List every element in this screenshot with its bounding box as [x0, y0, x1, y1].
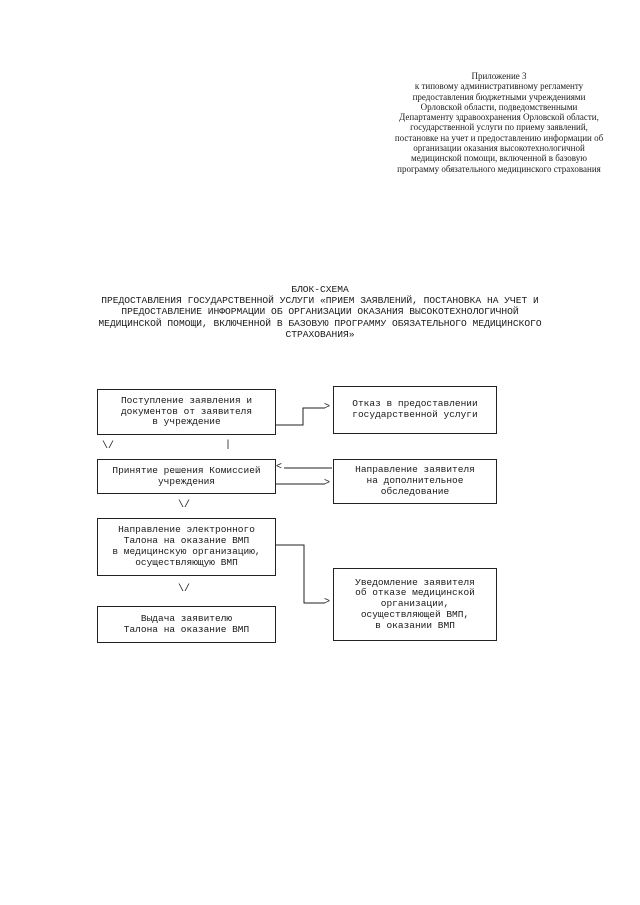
- arrow-down-icon: \/: [178, 584, 191, 595]
- flowchart-title-line: ПРЕДОСТАВЛЕНИЕ ИНФОРМАЦИИ ОБ ОРГАНИЗАЦИИ ОКАЗАНИЯ ВЫСОКОТЕХНОЛОГИЧНОЙ: [121, 306, 519, 318]
- box-decision: [97, 459, 276, 494]
- box-referral-line: обследование: [380, 485, 450, 497]
- box-issue: [97, 606, 276, 643]
- appendix-line: медицинской помощи, включенной в базовую: [411, 153, 587, 164]
- box-decision-line: учреждения: [157, 475, 215, 487]
- appendix-line: организации оказания высокотехнологичной: [413, 143, 585, 154]
- connector-talon-notify: [276, 545, 325, 603]
- connector-receipt-refusal: [276, 408, 325, 425]
- box-referral-line: Направление заявителя: [355, 464, 475, 476]
- flowchart-title-line: ПРЕДОСТАВЛЕНИЯ ГОСУДАРСТВЕННОЙ УСЛУГИ «ПРИЕМ ЗАЯВЛЕНИЙ, ПОСТАНОВКА НА УЧЕТ И: [101, 295, 539, 307]
- appendix-line: Орловской области, подведомственными: [420, 101, 578, 112]
- box-talon-send-line: в медицинскую организацию,: [112, 546, 261, 557]
- appendix-line: постановке на учет и предоставлению информации об: [394, 132, 604, 143]
- box-talon-send-line: Талона на оказание ВМП: [123, 535, 250, 547]
- box-notify-line: осуществляющей ВМП,: [360, 608, 470, 620]
- box-receipt-line: в учреждение: [152, 416, 221, 428]
- appendix-line: к типовому административному регламенту: [414, 81, 584, 92]
- arrow-right-icon: >: [324, 597, 331, 608]
- box-receipt-line: документов от заявителя: [120, 405, 253, 417]
- appendix-line: Приложение 3: [471, 71, 527, 81]
- flowchart-title-line: МЕДИЦИНСКОЙ ПОМОЩИ, ВКЛЮЧЕННОЙ В БАЗОВУЮ ПРОГРАММУ ОБЯЗАТЕЛЬНОГО МЕДИЦИНСКОГО: [98, 317, 542, 329]
- appendix-line: Департаменту здравоохранения Орловской области,: [399, 112, 599, 123]
- box-notify: [333, 568, 497, 641]
- box-talon-send: [97, 518, 276, 576]
- box-referral: [333, 459, 497, 504]
- box-receipt: [97, 389, 276, 435]
- arrow-down-icon: \/: [178, 500, 191, 511]
- box-refusal: [333, 386, 497, 434]
- pipe-icon: |: [225, 440, 232, 451]
- box-talon-send-line: осуществляющую ВМП: [135, 556, 238, 568]
- box-decision-line: Принятие решения Комиссией: [112, 464, 261, 476]
- arrow-right-icon: >: [324, 402, 331, 413]
- appendix-line: государственной услуги по приему заявлений,: [410, 122, 588, 133]
- box-notify-line: в оказании ВМП: [375, 619, 455, 631]
- arrow-left-icon: <: [276, 462, 283, 473]
- box-issue-line: Выдача заявителю: [140, 612, 233, 624]
- arrow-right-icon: >: [324, 478, 331, 489]
- box-refusal-line: государственной услуги: [352, 409, 478, 420]
- box-referral-line: на дополнительное: [366, 475, 464, 487]
- box-talon-send-line: Направление электронного: [118, 524, 255, 536]
- box-notify-line: организации,: [380, 598, 450, 610]
- box-issue-line: Талона на оказание ВМП: [123, 623, 250, 635]
- box-receipt-line: Поступление заявления и: [120, 394, 253, 406]
- box-refusal-line: Отказ в предоставлении: [352, 398, 478, 410]
- arrow-down-icon: \/: [102, 441, 115, 452]
- flowchart-heading: БЛОК-СХЕМА: [291, 284, 349, 295]
- box-notify-line: Уведомление заявителя: [355, 576, 475, 588]
- box-notify-line: об отказе медицинской: [355, 587, 475, 599]
- appendix-line: предоставления бюджетными учреждениями: [412, 91, 586, 102]
- appendix-line: программу обязательного медицинского страхования: [397, 163, 601, 174]
- flowchart-title-line: СТРАХОВАНИЯ»: [285, 328, 355, 340]
